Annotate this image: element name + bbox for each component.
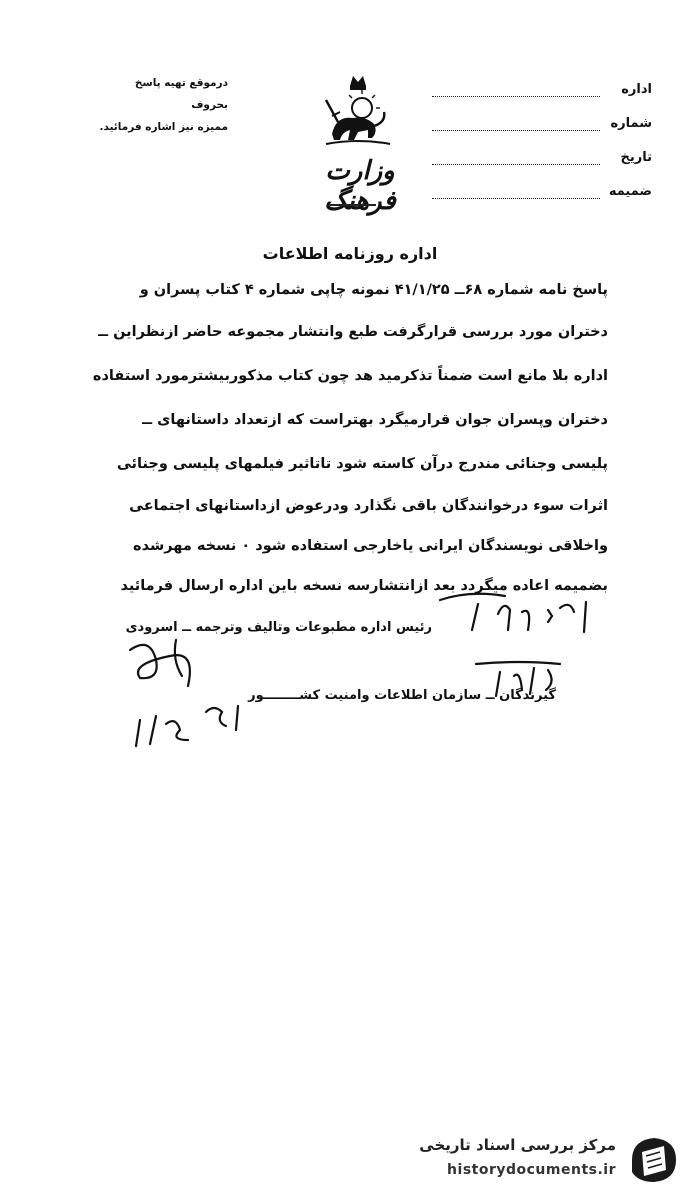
field-label: شماره [610, 115, 652, 131]
body-line: دختران وپسران جوان قرارمیگرد بهتراست که ازتعداد داستانهای ــ [142, 412, 608, 428]
reply-note-line: درموقع تهیه پاسخ بحروف [134, 77, 228, 111]
archive-logo-icon [626, 1134, 682, 1186]
body-line: دختران مورد بررسی قرارگرفت طبع وانتشار مجموعه حاضر ازنظراین ــ [98, 324, 608, 340]
body-line: اداره بلا مانع است ضمناً تذکرمید هد چون کتاب مذکوربیشترمورد استفاده [92, 368, 608, 384]
archive-url: historydocuments.ir [447, 1162, 616, 1178]
field-label: اداره [621, 81, 652, 97]
reply-note-line: ممیزه نیز اشاره فرمائید. [99, 121, 228, 133]
body-line: اثرات سوء درخوانندگان باقی نگذارد ودرعوض ازداستانهای اجتماعی [129, 498, 608, 514]
body-line: بضمیمه اعاده میگردد بعد ازانتشارسه نسخه باین اداره ارسال فرمائید [120, 578, 608, 594]
recipients-line: گیرندگان ــ سازمان اطلاعات وامنیت کشــــــــور [248, 688, 556, 703]
addressee: اداره روزنامه اطلاعات [262, 244, 438, 263]
body-line: پلیسی وجنائی مندرج درآن کاسته شود تاتاثیر فیلمهای پلیسی وجنائی [116, 456, 608, 472]
signatory-title: رئیس اداره مطبوعات وتالیف وترجمه ــ اسرودی [125, 620, 432, 635]
field-label: تاریخ [620, 149, 652, 165]
ministry-name: وزارت فرهنگ [324, 156, 396, 216]
field-label: ضمیمه [608, 183, 652, 199]
archive-name: مرکز بررسی اسناد تاریخی [419, 1136, 616, 1154]
body-line: واخلاقی نویسندگان ایرانی یاخارجی استفاده شود ۰ نسخه مهرشده [133, 538, 608, 554]
body-line: پاسخ نامه شماره ۶۸ــ ۴۱/۱/۲۵ نمونه چاپی شماره ۴ کتاب پسران و [139, 282, 608, 298]
archive-footer [410, 1130, 690, 1190]
